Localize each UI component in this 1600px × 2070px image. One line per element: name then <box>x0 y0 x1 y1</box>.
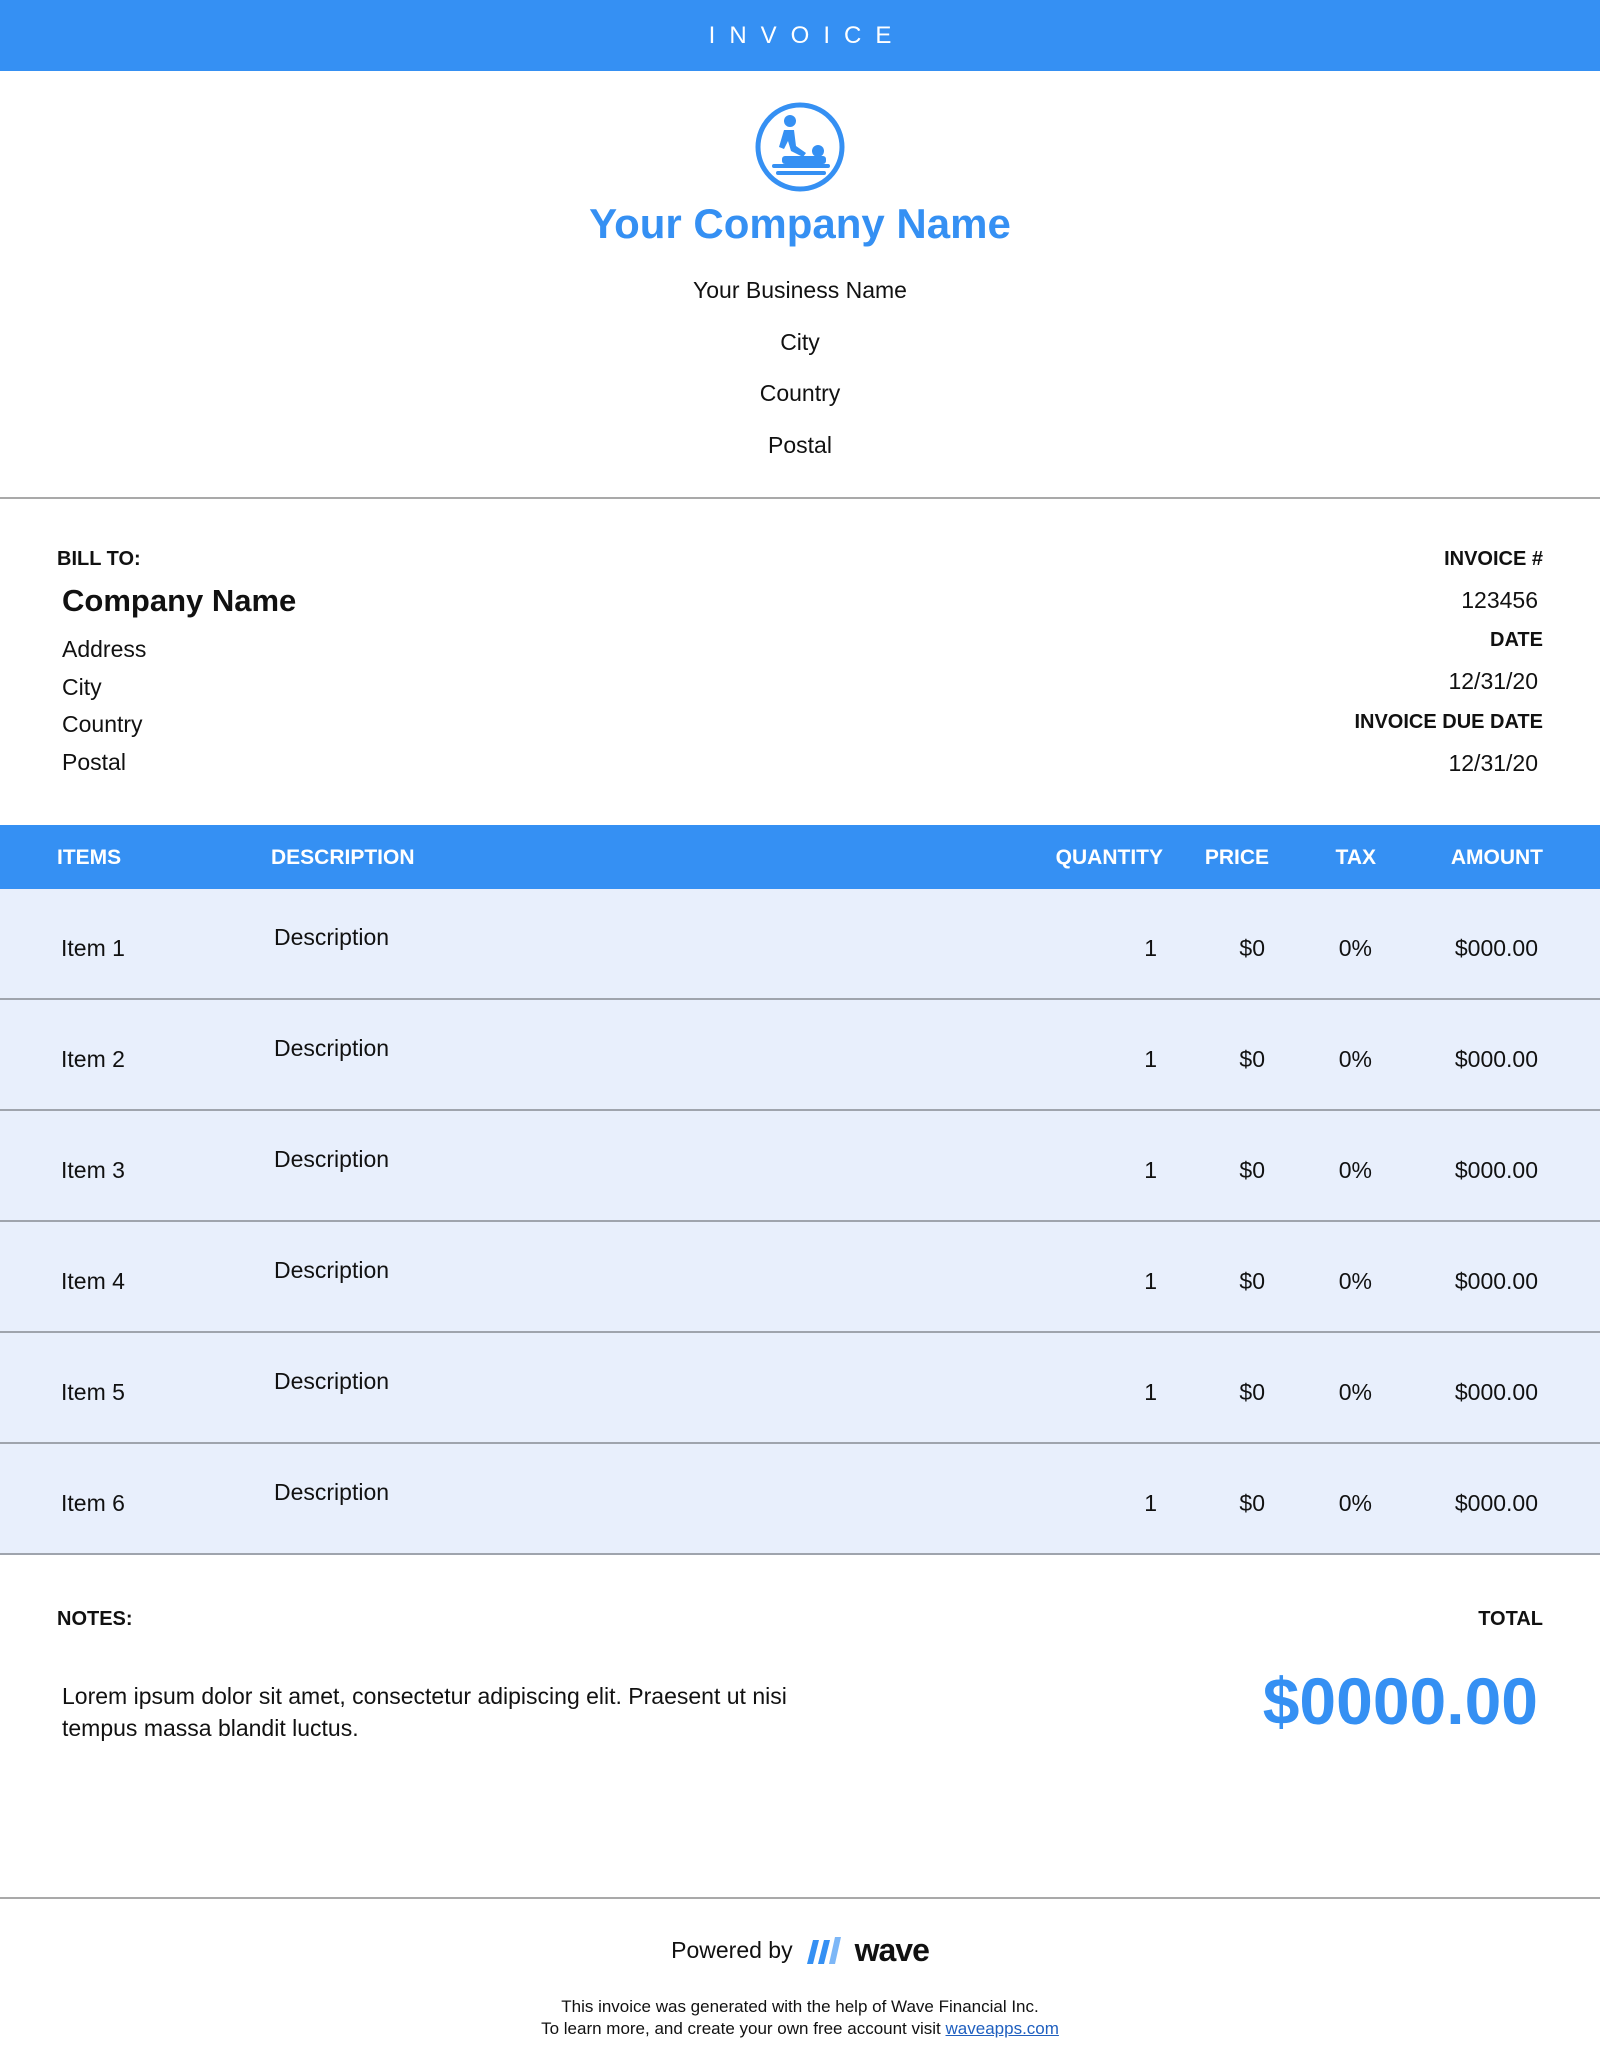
header-divider <box>0 497 1600 499</box>
massage-icon <box>754 101 846 193</box>
bill-to-postal: Postal <box>62 749 126 775</box>
invoice-number: 123456 <box>1461 587 1538 613</box>
row-price: $0 <box>1239 1046 1265 1072</box>
bill-to-label: BILL TO: <box>57 548 141 570</box>
footer-divider <box>0 1897 1600 1899</box>
column-header-quantity: QUANTITY <box>1055 846 1163 869</box>
row-tax: 0% <box>1338 1268 1372 1294</box>
bill-to-address: Address <box>62 636 147 662</box>
invoice-header-bar <box>0 0 1600 71</box>
column-header-amount: AMOUNT <box>1450 846 1543 869</box>
due-date: 12/31/20 <box>1448 750 1538 776</box>
column-header-price: PRICE <box>1204 846 1269 869</box>
row-amount: $000.00 <box>1454 1268 1538 1294</box>
items-table-body <box>0 889 1600 1555</box>
row-amount: $000.00 <box>1454 1046 1538 1072</box>
row-item: Item 1 <box>61 935 125 961</box>
row-amount: $000.00 <box>1454 1157 1538 1183</box>
total-label: TOTAL <box>1478 1608 1543 1630</box>
row-description: Description <box>274 1035 390 1061</box>
row-tax: 0% <box>1338 1490 1372 1516</box>
row-tax: 0% <box>1338 1157 1372 1183</box>
row-description: Description <box>274 1479 390 1505</box>
row-item: Item 3 <box>61 1157 125 1183</box>
company-postal: Postal <box>768 432 832 458</box>
due-date-label: INVOICE DUE DATE <box>1354 711 1543 733</box>
table-row <box>0 889 1600 1000</box>
row-description: Description <box>274 1368 390 1394</box>
row-quantity: 1 <box>1144 1268 1157 1294</box>
row-price: $0 <box>1239 1268 1265 1294</box>
footer-line-2 <box>0 2019 1600 2039</box>
row-amount: $000.00 <box>1454 1379 1538 1405</box>
table-row <box>0 1111 1600 1222</box>
items-table-header <box>0 825 1600 889</box>
row-item: Item 2 <box>61 1046 125 1072</box>
company-name: Your Company Name <box>589 200 1011 247</box>
row-quantity: 1 <box>1144 1490 1157 1516</box>
notes-text: Lorem ipsum dolor sit amet, consectetur adipiscing elit. Praesent ut nisi tempus massa blandit luctus. <box>62 1683 787 1741</box>
row-price: $0 <box>1239 1379 1265 1405</box>
row-tax: 0% <box>1338 1046 1372 1072</box>
bill-to-city: City <box>62 674 102 700</box>
row-quantity: 1 <box>1144 1046 1157 1072</box>
invoice-number-label: INVOICE # <box>1444 548 1543 570</box>
total-value: $0000.00 <box>1262 1664 1538 1738</box>
invoice-title: INVOICE <box>708 21 906 49</box>
row-price: $0 <box>1239 1490 1265 1516</box>
row-amount: $000.00 <box>1454 1490 1538 1516</box>
row-quantity: 1 <box>1144 1157 1157 1183</box>
company-business-name: Your Business Name <box>693 277 907 303</box>
notes-label: NOTES: <box>57 1608 133 1630</box>
column-header-tax: TAX <box>1335 846 1376 869</box>
table-row <box>0 1000 1600 1111</box>
table-row <box>0 1333 1600 1444</box>
row-tax: 0% <box>1338 935 1372 961</box>
bill-to-country: Country <box>62 711 143 737</box>
wave-brand: wave <box>854 1932 929 1968</box>
row-tax: 0% <box>1338 1379 1372 1405</box>
row-quantity: 1 <box>1144 1379 1157 1405</box>
row-price: $0 <box>1239 1157 1265 1183</box>
company-city: City <box>780 329 820 355</box>
table-row <box>0 1222 1600 1333</box>
column-header-description: DESCRIPTION <box>271 846 415 869</box>
row-item: Item 4 <box>61 1268 125 1294</box>
row-description: Description <box>274 924 390 950</box>
column-header-items: ITEMS <box>57 846 122 869</box>
row-quantity: 1 <box>1144 935 1157 961</box>
company-country: Country <box>759 380 841 406</box>
bill-to-company: Company Name <box>62 583 297 618</box>
row-description: Description <box>274 1146 390 1172</box>
row-price: $0 <box>1239 935 1265 961</box>
date-label: DATE <box>1490 629 1543 651</box>
footer-line-1: This invoice was generated with the help of Wave Financial Inc. <box>561 1997 1039 2016</box>
powered-by-label: Powered by <box>671 1937 793 1963</box>
wave-logo-icon <box>803 1934 845 1968</box>
row-description: Description <box>274 1257 390 1283</box>
row-item: Item 6 <box>61 1490 125 1516</box>
invoice-date: 12/31/20 <box>1448 668 1538 694</box>
footer-line-2-text: To learn more, and create your own free account visit <box>541 2019 941 2038</box>
row-item: Item 5 <box>61 1379 125 1405</box>
powered-by <box>0 1932 1600 1969</box>
waveapps-link[interactable]: waveapps.com <box>945 2019 1059 2038</box>
row-amount: $000.00 <box>1454 935 1538 961</box>
table-row <box>0 1444 1600 1555</box>
